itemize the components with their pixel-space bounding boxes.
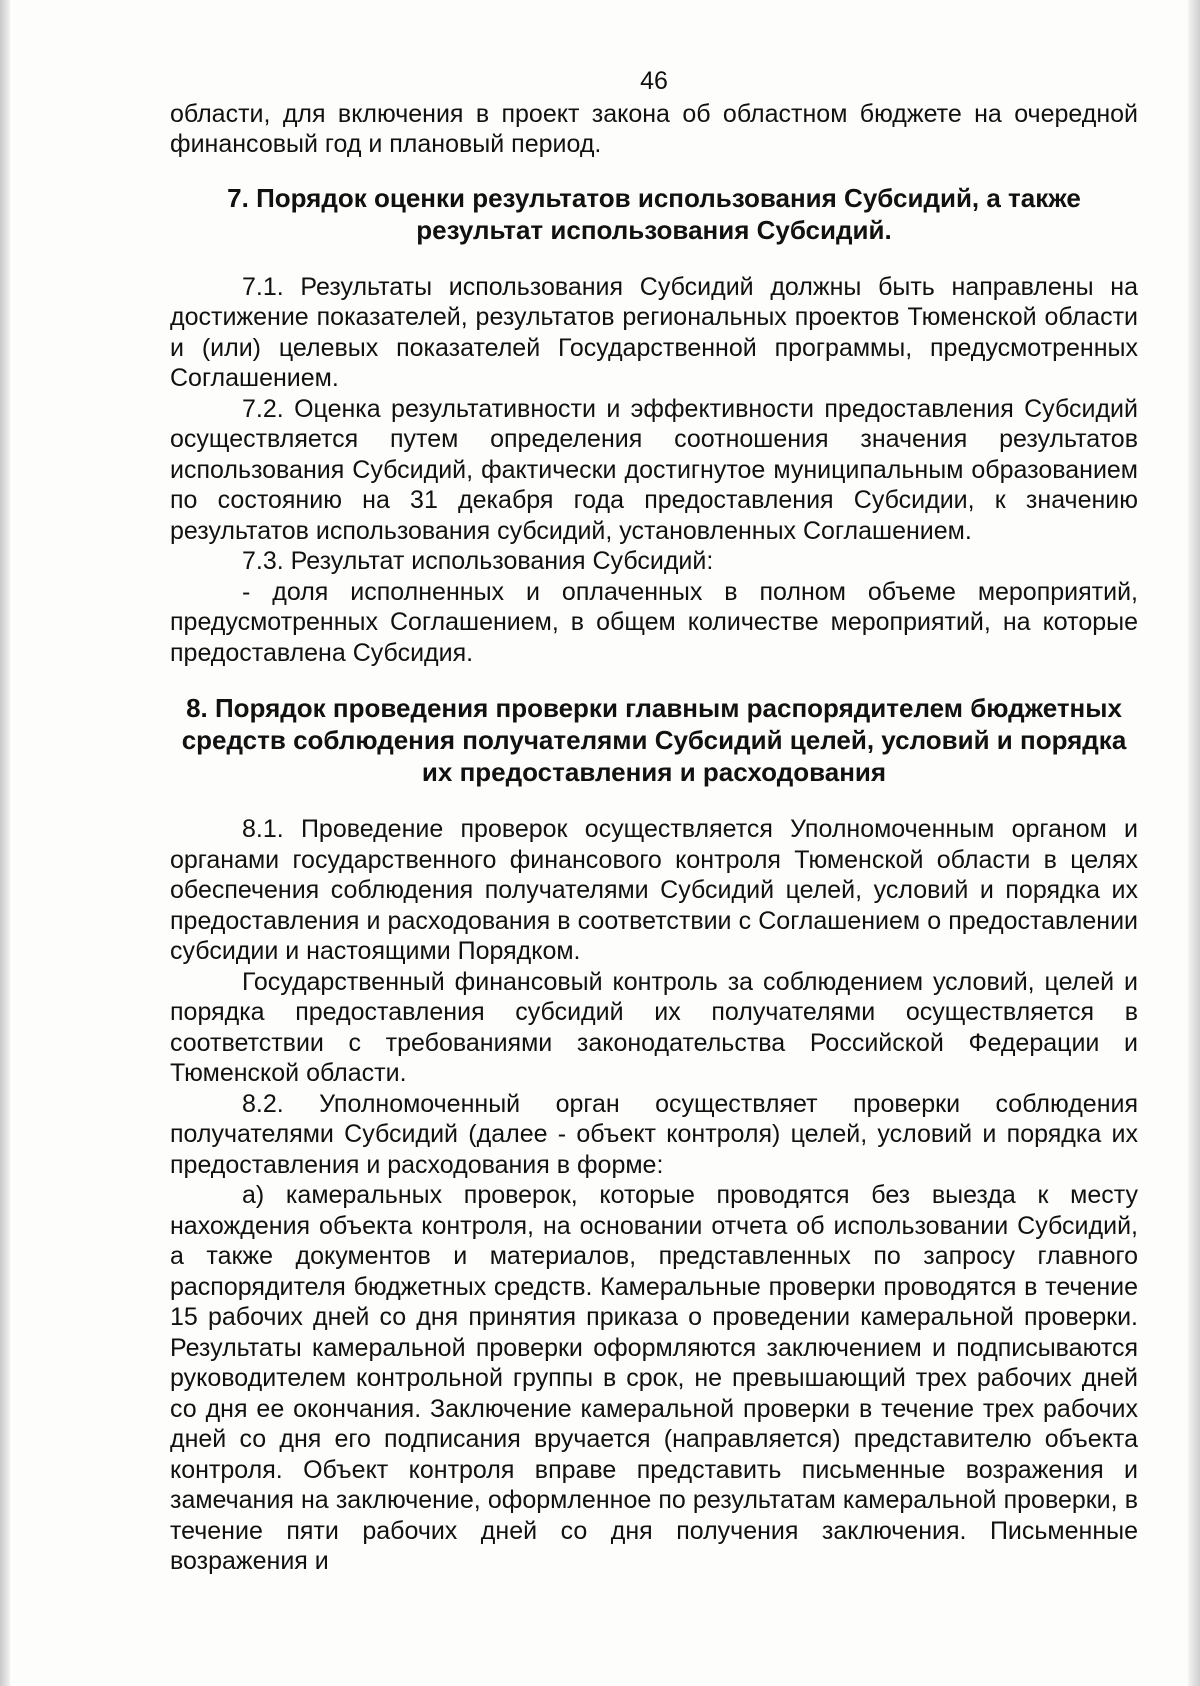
section-7-heading: 7. Порядок оценки результатов использования Субсидий, а также результат использования Субсидий. — [227, 182, 1081, 245]
section-8-paragraph-1: 8.1. Проведение проверок осуществляется Уполномоченным органом и органами государственного финансового контроля Тюменской области в целях обеспечения соблюдения получателями Субсидий целей, условий и порядка их предоставления и расходования в соответствии с Соглашением о предоставлении субсидии и настоящими Порядком. — [170, 815, 1138, 965]
spacer — [170, 788, 1138, 814]
section-8-paragraph-4: а) камеральных проверок, которые проводятся без выезда к месту нахождения объекта контроля, на основании отчета об использовании Субсидий, а также документов и материалов, представленных по запросу главного распорядителя бюджетных средств. Камеральные проверки проводятся в течение 15 рабочих дней со дня принятия приказа о проведении камеральной проверки. Результаты камеральной проверки оформляются заключением и подписываются руководителем контрольной группы в срок, не превышающий трех рабочих дней со дня ее окончания. Заключение камеральной проверки в течение трех рабочих дней со дня его подписания вручается (направляется) представителю объекта контроля. Объект контроля вправе представить письменные возражения и замечания на заключение, оформленное по результатам камеральной проверки, в течение пяти рабочих дней со дня получения заключения. Письменные возражения и — [170, 1181, 1138, 1575]
page-number: 46 — [640, 67, 668, 95]
section-8-heading: 8. Порядок проведения проверки главным распорядителем бюджетных средств соблюдения получателями Субсидий целей, условий и порядка их предоставления и расходования — [181, 693, 1127, 787]
scan-edge-right — [1188, 0, 1200, 1686]
spacer — [170, 160, 1138, 182]
section-7-paragraph-2: 7.2. Оценка результативности и эффективности предоставления Субсидий осуществляется путем определения соотношения значения результатов использования Субсидий, фактически достигнутое муниципальным образованием по состоянию на 31 декабря года предоставления Субсидии, к значению результатов использования субсидий, установленных Соглашением. — [170, 394, 1138, 545]
spacer — [170, 668, 1138, 692]
section-7-paragraph-4: - доля исполненных и оплаченных в полном объеме мероприятий, предусмотренных Соглашением, в общем количестве мероприятий, на которые предоставлена Субсидия. — [170, 577, 1138, 667]
section-7-paragraph-3: 7.3. Результат использования Субсидий: — [242, 547, 714, 575]
spacer — [170, 246, 1138, 272]
scan-edge-left — [0, 0, 10, 1686]
intro-paragraph: области, для включения в проект закона об областном бюджете на очередной финансовый год и плановый период. — [170, 99, 1138, 158]
section-8-paragraph-3: 8.2. Уполномоченный орган осуществляет проверки соблюдения получателями Субсидий (далее - объект контроля) целей, условий и порядка их предоставления и расходования в форме: — [170, 1089, 1138, 1179]
section-7-paragraph-1: 7.1. Результаты использования Субсидий должны быть направлены на достижение показателей, результатов региональных проектов Тюменской области и (или) целевых показателей Государственной программы, предусмотренных Соглашением. — [170, 272, 1138, 392]
document-body — [170, 66, 1138, 1577]
section-8-paragraph-2: Государственный финансовый контроль за соблюдением условий, целей и порядка предоставления субсидий их получателями осуществляется в соответствии с требованиями законодательства Российской Федерации и Тюменской области. — [170, 967, 1138, 1087]
